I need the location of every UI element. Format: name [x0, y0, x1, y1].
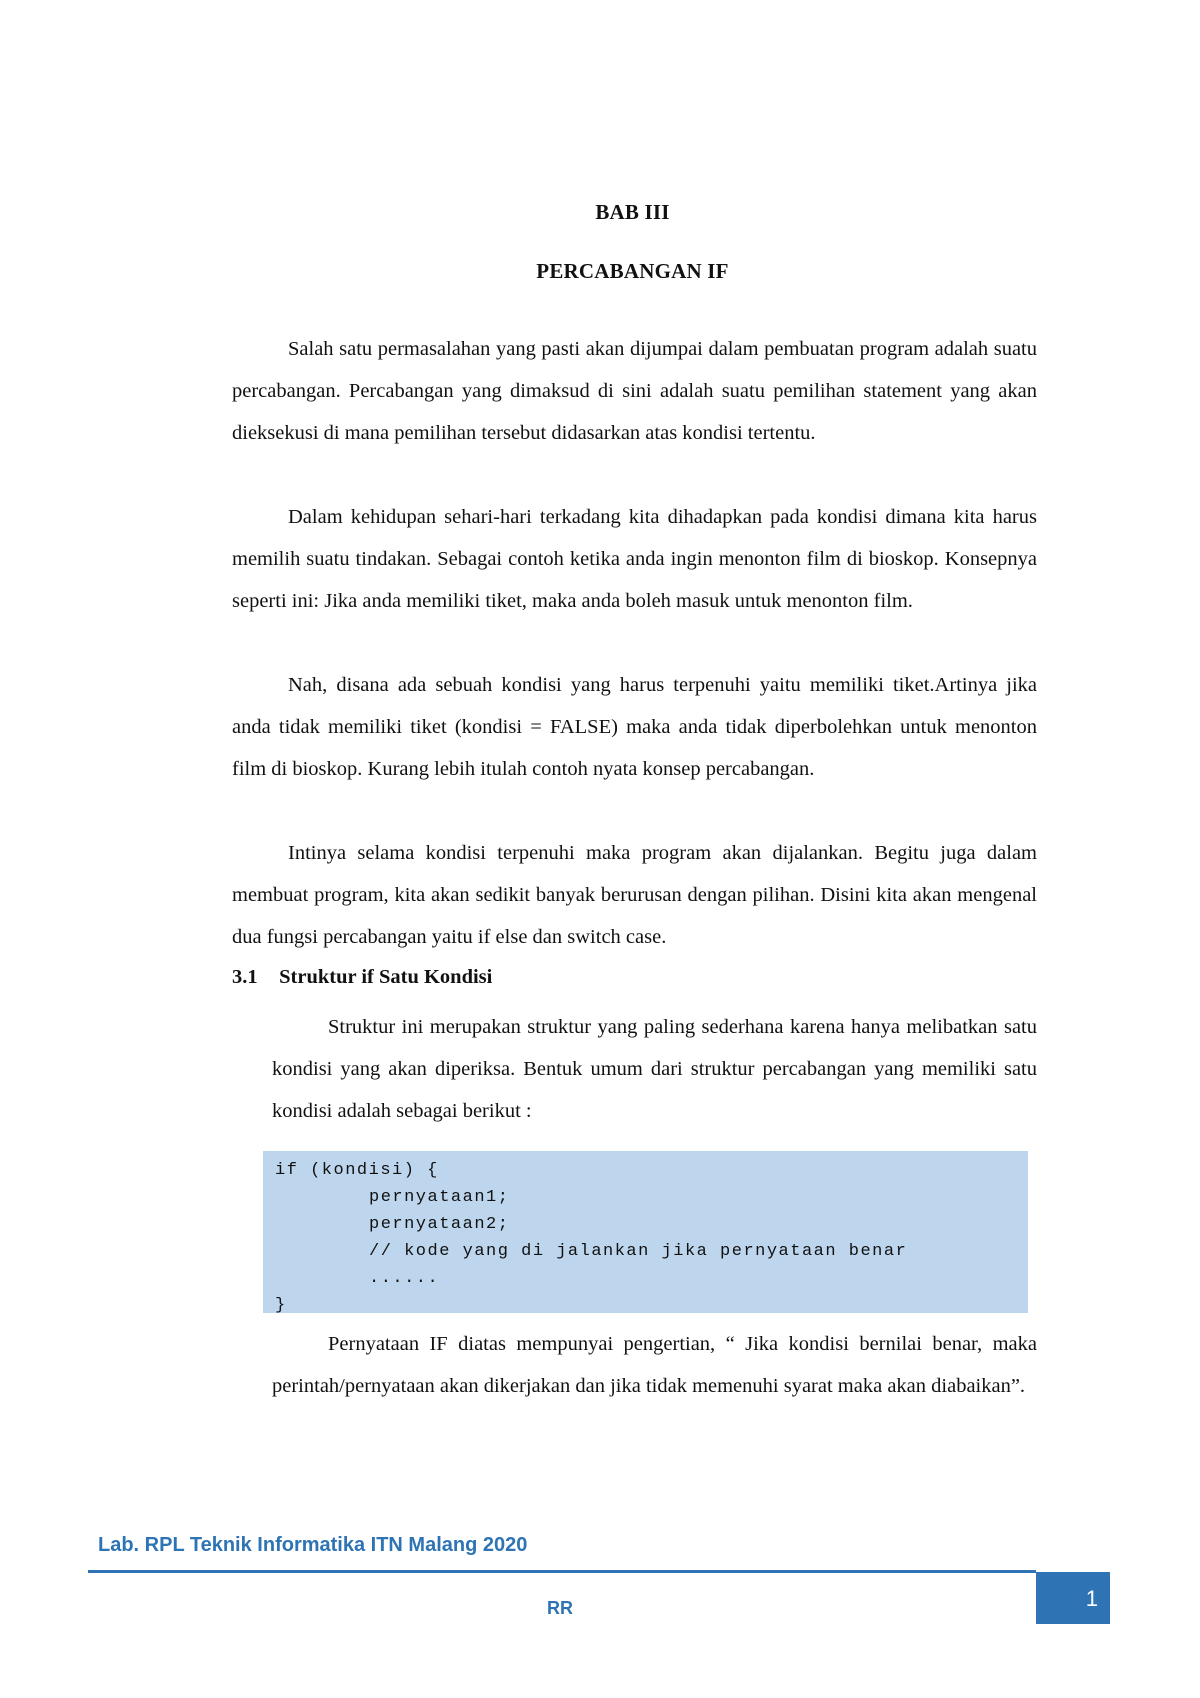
chapter-label: BAB III [595, 200, 670, 224]
code-block [263, 1151, 1028, 1313]
code-line-close-brace: } [275, 1296, 287, 1315]
code-line-statement2: pernyataan2; [369, 1215, 510, 1234]
code-line-if: if (kondisi) { [275, 1161, 439, 1180]
code-line-comment: // kode yang di jalankan jika pernyataan benar [369, 1242, 908, 1261]
footer-divider [88, 1570, 1036, 1573]
section-title: Struktur if Satu Kondisi [279, 966, 493, 988]
chapter-title: PERCABANGAN IF [536, 259, 729, 283]
page-number-badge [1036, 1572, 1110, 1624]
paragraph-summary: Intinya selama kondisi terpenuhi maka program akan dijalankan. Begitu juga dalam membuat program, kita akan sedikit banyak berurusan dengan pilihan. Disini kita akan mengenal dua fungsi percabangan yaitu if else dan switch case. [232, 842, 1037, 948]
section-number: 3.1 [232, 966, 258, 988]
footer-initials: RR [547, 1598, 573, 1618]
paragraph-condition: Nah, disana ada sebuah kondisi yang harus terpenuhi yaitu memiliki tiket.Artinya jika anda tidak memiliki tiket (kondisi = FALSE) maka anda tidak diperbolehkan untuk menonton film di bioskop. Kurang lebih itulah contoh nyata konsep percabangan. [232, 674, 1037, 780]
section-heading [232, 966, 492, 989]
explanation-paragraph: Pernyataan IF diatas mempunyai pengertian, “ Jika kondisi bernilai benar, maka perintah/pernyataan akan dikerjakan dan jika tidak memenuhi syarat maka akan diabaikan”. [272, 1333, 1037, 1397]
code-line-statement1: pernyataan1; [369, 1188, 510, 1207]
paragraph-intro: Salah satu permasalahan yang pasti akan dijumpai dalam pembuatan program adalah suatu percabangan. Percabangan yang dimaksud di sini adalah suatu pemilihan statement yang akan dieksekusi di mana pemilihan tersebut didasarkan atas kondisi tertentu. [232, 338, 1037, 444]
code-line-ellipsis: ...... [369, 1269, 440, 1288]
footer-lab-label: Lab. RPL Teknik Informatika ITN Malang 2020 [98, 1534, 528, 1556]
paragraph-example: Dalam kehidupan sehari-hari terkadang kita dihadapkan pada kondisi dimana kita harus memilih suatu tindakan. Sebagai contoh ketika anda ingin menonton film di bioskop. Konsepnya seperti ini: Jika anda memiliki tiket, maka anda boleh masuk untuk menonton film. [232, 506, 1037, 612]
page-number: 1 [1085, 1586, 1098, 1611]
section-intro-paragraph: Struktur ini merupakan struktur yang paling sederhana karena hanya melibatkan satu kondisi yang akan diperiksa. Bentuk umum dari struktur percabangan yang memiliki satu kondisi adalah sebagai berikut : [272, 1016, 1037, 1122]
